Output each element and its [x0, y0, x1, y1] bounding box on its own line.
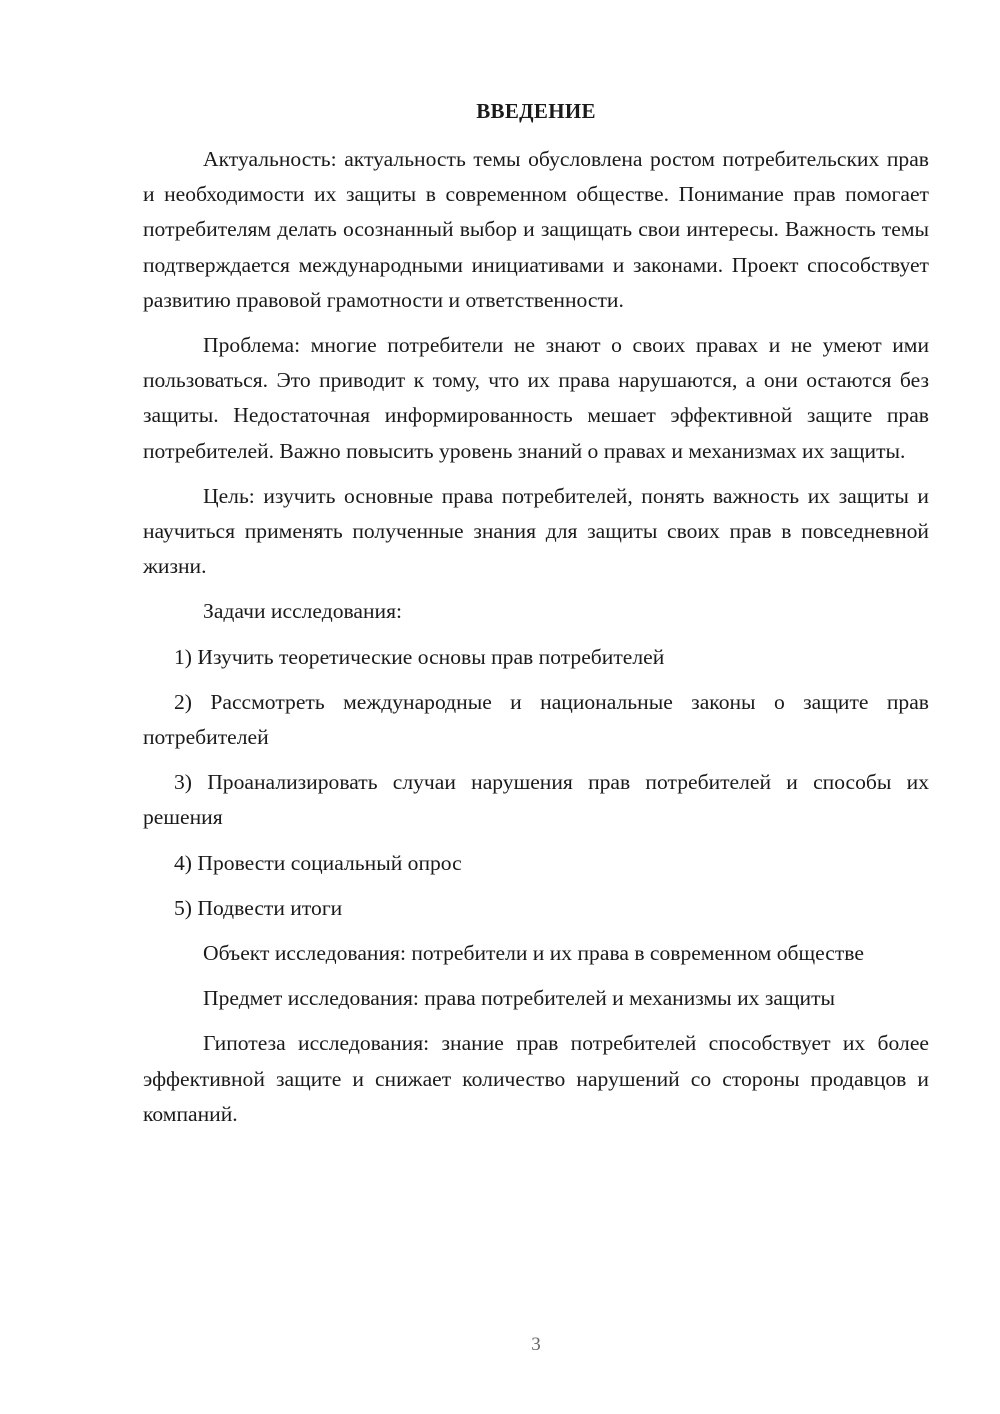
page-number: 3	[531, 1334, 541, 1355]
task-item: 1) Изучить теоретические основы прав потребителей	[174, 644, 665, 669]
relevance-paragraph: Актуальность: актуальность темы обусловлена ростом потребительских прав и необходимости их защиты в современном обществе. Понимание прав помогает потребителям делать осознанный выбор и защищать свои интересы. Важность темы подтверждается международными инициативами и законами. Проект способствует развитию правовой грамотности и ответственности.	[143, 147, 929, 312]
goal-paragraph: Цель: изучить основные права потребителей, понять важность их защиты и научиться применять полученные знания для защиты своих прав в повседневной жизни.	[143, 483, 929, 579]
task-item: 3) Проанализировать случаи нарушения прав потребителей и способы их решения	[143, 770, 929, 830]
task-item: 4) Провести социальный опрос	[174, 850, 462, 875]
page-title: ВВЕДЕНИЕ	[476, 99, 596, 123]
hypothesis-paragraph: Гипотеза исследования: знание прав потребителей способствует их более эффективной защите и снижает количество нарушений со стороны продавцов и компаний.	[143, 1031, 929, 1126]
document-body	[143, 142, 929, 1132]
tasks-heading: Задачи исследования:	[203, 599, 403, 624]
task-item: 5) Подвести итоги	[174, 895, 343, 920]
problem-paragraph: Проблема: многие потребители не знают о своих правах и не умеют ими пользоваться. Это приводит к тому, что их права нарушаются, а они остаются без защиты. Недостаточная информированность мешает эффективной защите прав потребителей. Важно повысить уровень знаний о правах и механизмах их защиты.	[143, 333, 929, 463]
object-paragraph: Объект исследования: потребители и их права в современном обществе	[203, 941, 864, 966]
task-item: 2) Рассмотреть международные и национальные законы о защите прав потребителей	[143, 689, 929, 750]
subject-paragraph: Предмет исследования: права потребителей и механизмы их защиты	[203, 986, 836, 1011]
